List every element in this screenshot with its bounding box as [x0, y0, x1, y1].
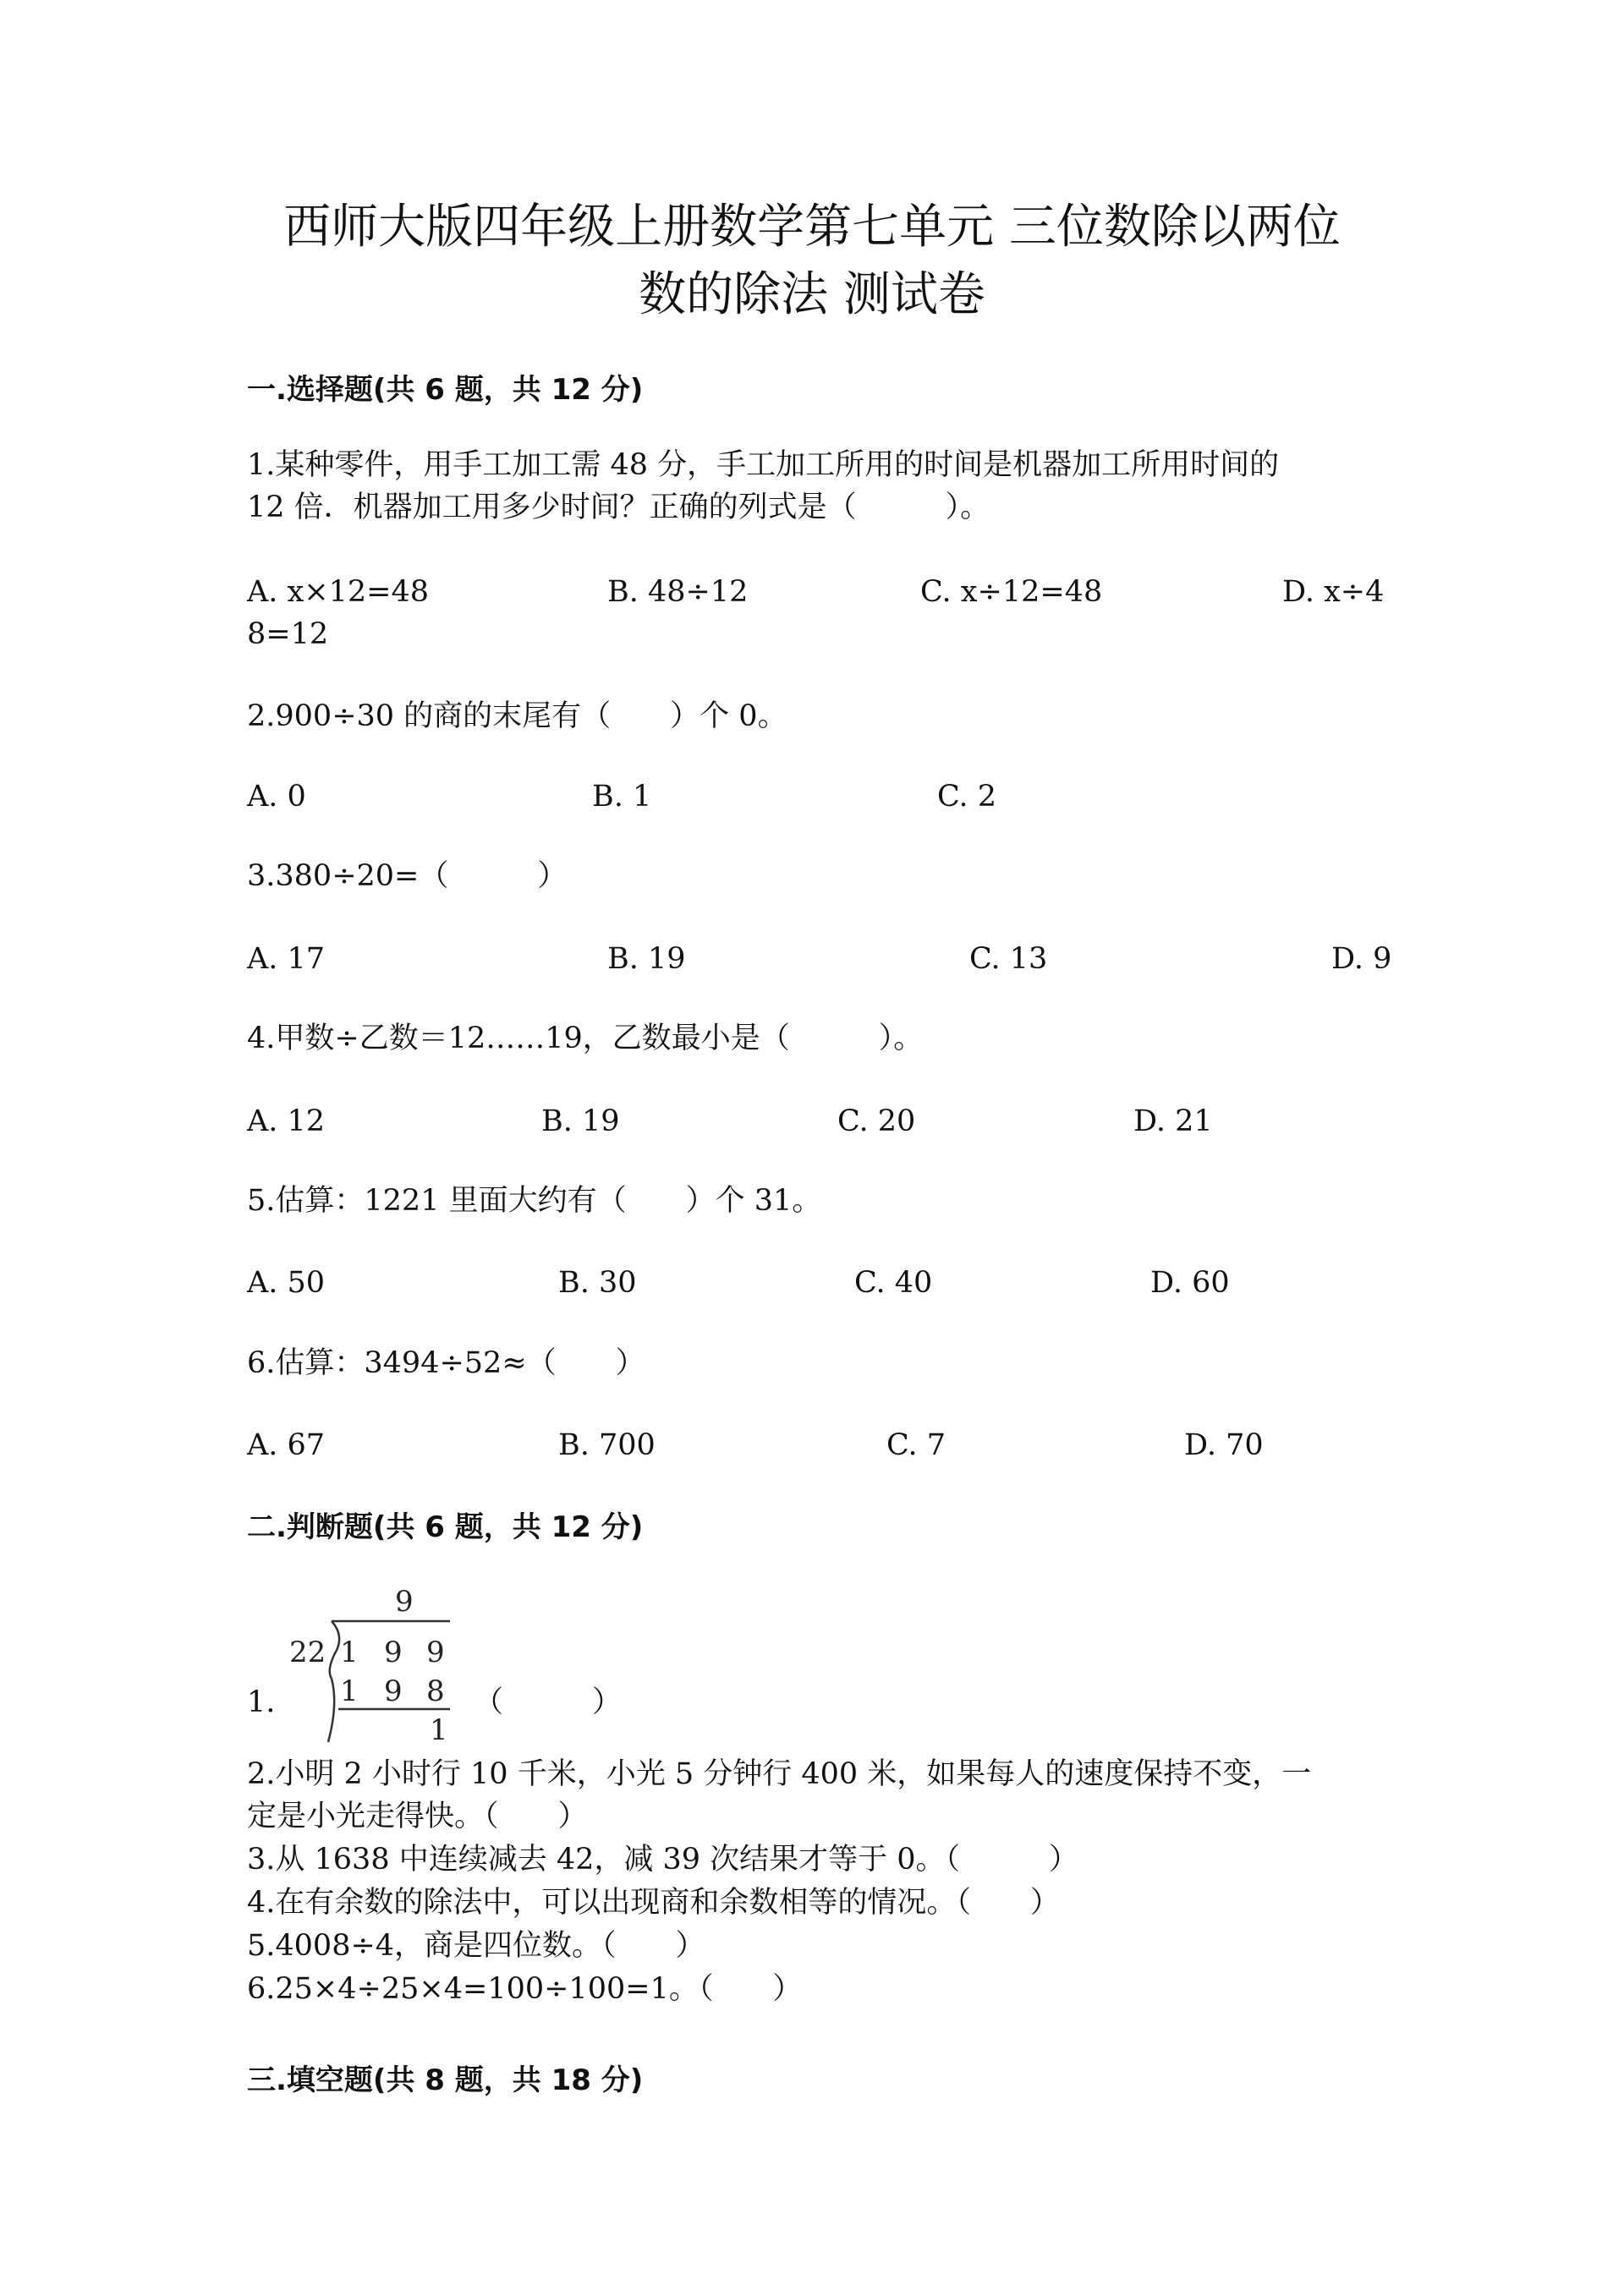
product-digit-3: 8 [426, 1674, 445, 1708]
judge-question-5: 5.4008÷4，商是四位数。（ ） [247, 1929, 705, 1963]
dividend-digit-1: 1 [340, 1636, 359, 1669]
judge-question-3: 3.从 1638 中连续减去 42，减 39 次结果才等于 0。（ ） [247, 1843, 1079, 1877]
q6-option-a: A. 67 [247, 1428, 326, 1462]
q2-option-c: C. 2 [937, 780, 997, 814]
judge-question-1-label: 1. [247, 1685, 276, 1719]
judge-question-6: 6.25×4÷25×4=100÷100=1。（ ） [247, 1972, 803, 2006]
q5-option-b: B. 30 [558, 1266, 637, 1300]
q6-option-c: C. 7 [886, 1428, 946, 1462]
q1-option-c: C. x÷12=48 [920, 575, 1103, 609]
section-heading-choice: 一.选择题(共 6 题，共 12 分) [247, 373, 644, 407]
choice-question-5: 5.估算：1221 里面大约有（ ）个 31。 [247, 1184, 822, 1218]
q3-option-a: A. 17 [247, 942, 326, 976]
q4-option-c: C. 20 [837, 1104, 916, 1138]
section-heading-fill-blank: 三.填空题(共 8 题，共 18 分) [247, 2063, 644, 2097]
choice-question-1-line-1: 1.某种零件，用手工加工需 48 分，手工加工所用的时间是机器加工所用时间的 [247, 448, 1280, 482]
judge-question-2-line-2: 定是小光走得快。（ ） [247, 1800, 588, 1833]
q5-option-a: A. 50 [247, 1266, 326, 1300]
product-digit-1: 1 [340, 1674, 359, 1708]
title-line-1: 西师大版四年级上册数学第七单元 三位数除以两位 [283, 200, 1341, 255]
q4-option-d: D. 21 [1133, 1104, 1213, 1138]
q3-option-c: C. 13 [969, 942, 1048, 976]
q1-option-a: A. x×12=48 [247, 575, 429, 609]
division-bracket [328, 1621, 339, 1742]
q5-option-d: D. 60 [1150, 1266, 1230, 1300]
q4-option-b: B. 19 [541, 1104, 620, 1138]
q2-option-b: B. 1 [592, 780, 652, 814]
section-heading-judgement: 二.判断题(共 6 题，共 12 分) [247, 1510, 644, 1544]
judge-question-1-blank: （ ） [474, 1685, 623, 1719]
q1-option-d-wrap: 8=12 [247, 617, 329, 651]
q1-option-d: D. x÷4 [1282, 575, 1385, 609]
division-remainder: 1 [430, 1713, 448, 1746]
division-quotient: 9 [395, 1585, 414, 1619]
choice-question-6: 6.估算：3494÷52≈（ ） [247, 1346, 645, 1380]
choice-question-2: 2.900÷30 的商的末尾有（ ）个 0。 [247, 699, 787, 733]
q4-option-a: A. 12 [247, 1104, 326, 1138]
q2-option-a: A. 0 [247, 780, 306, 814]
q6-option-d: D. 70 [1184, 1428, 1264, 1462]
q6-option-b: B. 700 [558, 1428, 656, 1462]
q3-option-d: D. 9 [1331, 942, 1392, 976]
judge-question-4: 4.在有余数的除法中，可以出现商和余数相等的情况。（ ） [247, 1886, 1060, 1920]
dividend-digit-2: 9 [384, 1636, 403, 1669]
q3-option-b: B. 19 [607, 942, 686, 976]
choice-question-1-line-2: 12 倍．机器加工用多少时间？正确的列式是（ ）。 [247, 490, 990, 524]
product-digit-2: 9 [384, 1674, 403, 1708]
choice-question-4: 4.甲数÷乙数＝12……19，乙数最小是（ ）。 [247, 1022, 924, 1055]
q5-option-c: C. 40 [854, 1266, 933, 1300]
division-divisor: 22 [289, 1636, 326, 1669]
dividend-digit-3: 9 [426, 1636, 445, 1669]
title-line-2: 数的除法 测试卷 [639, 267, 985, 322]
judge-question-2-line-1: 2.小明 2 小时行 10 千米，小光 5 分钟行 400 米，如果每人的速度保持不变，一 [247, 1757, 1312, 1791]
choice-question-3: 3.380÷20=（ ） [247, 859, 568, 893]
q1-option-b: B. 48÷12 [607, 575, 749, 609]
